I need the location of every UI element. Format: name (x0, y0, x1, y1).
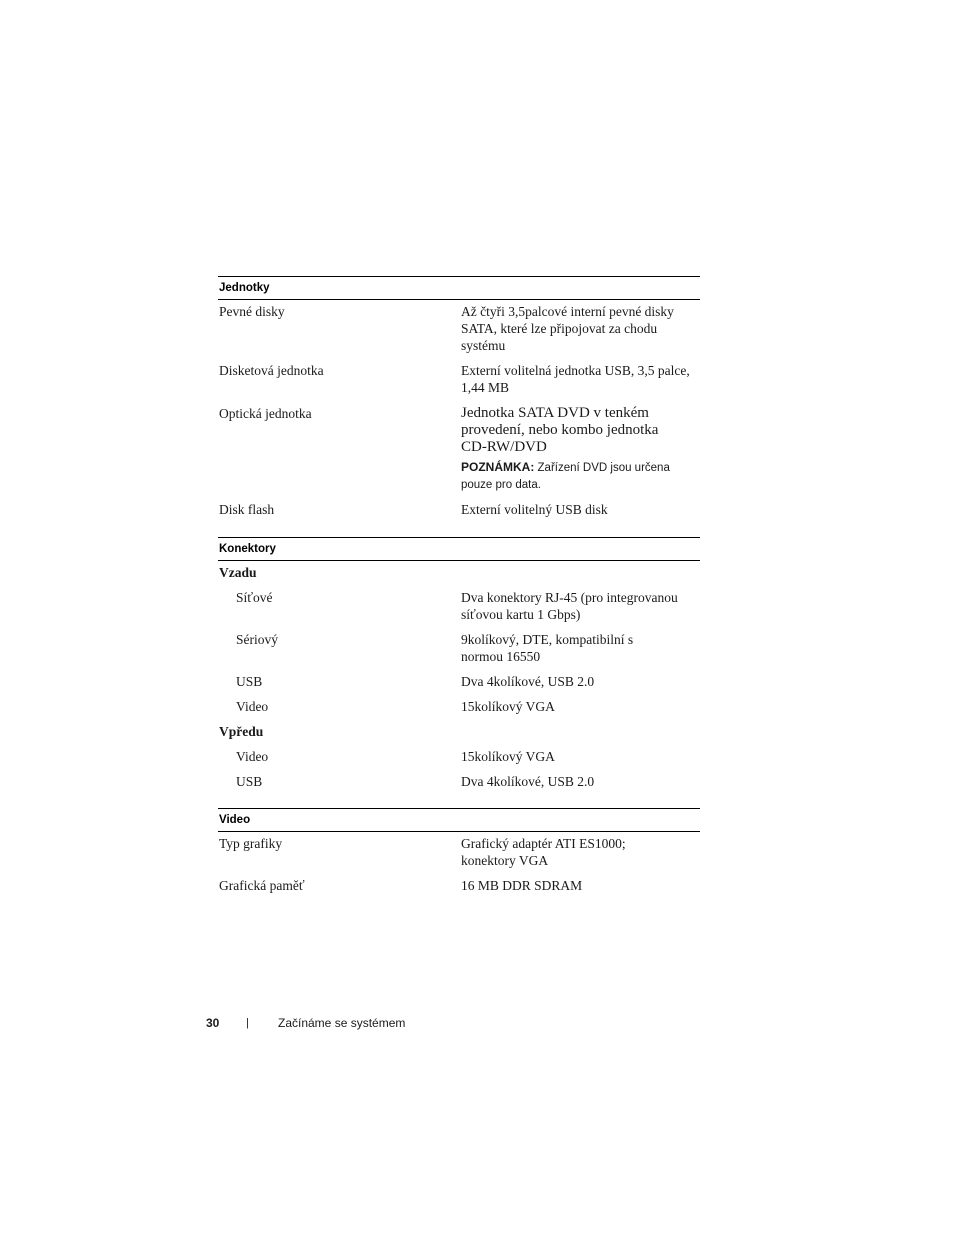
note-label: POZNÁMKA: (461, 460, 535, 474)
spec-value (461, 877, 701, 894)
spec-value-line: síťovou kartu 1 Gbps) (461, 607, 581, 622)
spec-value (461, 773, 701, 790)
spec-value-line: Dva 4kolíkové, USB 2.0 (461, 674, 595, 689)
footer-separator: | (246, 1017, 249, 1029)
spec-label: Optická jednotka (219, 406, 312, 421)
spec-label: Video (236, 699, 269, 714)
spec-label: Pevné disky (219, 304, 285, 319)
spec-label: Grafická paměť (219, 878, 305, 893)
spec-value-line: Externí volitelný USB disk (461, 502, 608, 517)
spec-value-line: Jednotka SATA DVD v tenkém (461, 405, 649, 421)
spec-value-line: Grafický adaptér ATI ES1000; (461, 836, 626, 851)
spec-value (461, 405, 701, 494)
spec-label: USB (236, 774, 263, 789)
section-heading-drives: Jednotky (218, 276, 700, 300)
section-heading-connectors: Konektory (218, 537, 700, 561)
spec-value (461, 362, 701, 396)
spec-label: Síťové (236, 590, 273, 605)
spec-value (461, 501, 701, 518)
spec-label: Disk flash (219, 502, 275, 517)
footer-title: Začínáme se systémem (278, 1016, 406, 1030)
spec-value-line: systému (461, 338, 506, 353)
page-number: 30 (206, 1016, 220, 1030)
spec-value (461, 748, 701, 765)
spec-value (461, 698, 701, 715)
section-drives (218, 276, 700, 300)
section-video (218, 808, 700, 832)
note-text: pouze pro data. (461, 479, 541, 491)
spec-value-line: 9kolíkový, DTE, kompatibilní s (461, 632, 634, 647)
spec-value-line: CD-RW/DVD (461, 439, 547, 455)
spec-label: Video (236, 749, 269, 764)
spec-value (461, 631, 701, 665)
spec-value-line: provedení, nebo kombo jednotka (461, 422, 659, 438)
spec-label: USB (236, 674, 263, 689)
spec-value-line: Externí volitelná jednotka USB, 3,5 palce, (461, 363, 690, 378)
spec-value (461, 589, 701, 623)
spec-value (461, 303, 701, 354)
spec-value-line: Dva konektory RJ-45 (pro integrovanou (461, 590, 678, 605)
spec-value-line: konektory VGA (461, 853, 549, 868)
spec-value-line: Dva 4kolíkové, USB 2.0 (461, 774, 595, 789)
note (461, 459, 701, 494)
section-heading-video: Video (218, 808, 700, 832)
note-text: Zařízení DVD jsou určena (537, 462, 670, 474)
spec-value-line: 16 MB DDR SDRAM (461, 878, 583, 893)
subheading-label: Vzadu (219, 565, 257, 580)
spec-value-line: 15kolíkový VGA (461, 699, 555, 714)
spec-label: Sériový (236, 632, 278, 647)
spec-value-line: SATA, které lze připojovat za chodu (461, 321, 658, 336)
section-connectors (218, 537, 700, 561)
spec-value-line: normou 16550 (461, 649, 541, 664)
spec-value-line: 1,44 MB (461, 380, 510, 395)
spec-label: Typ grafiky (219, 836, 283, 851)
spec-value-line: 15kolíkový VGA (461, 749, 555, 764)
spec-value-line: Až čtyři 3,5palcové interní pevné disky (461, 304, 674, 319)
spec-value (461, 835, 701, 869)
subheading-label: Vpředu (219, 724, 264, 739)
spec-label: Disketová jednotka (219, 363, 324, 378)
spec-value (461, 673, 701, 690)
